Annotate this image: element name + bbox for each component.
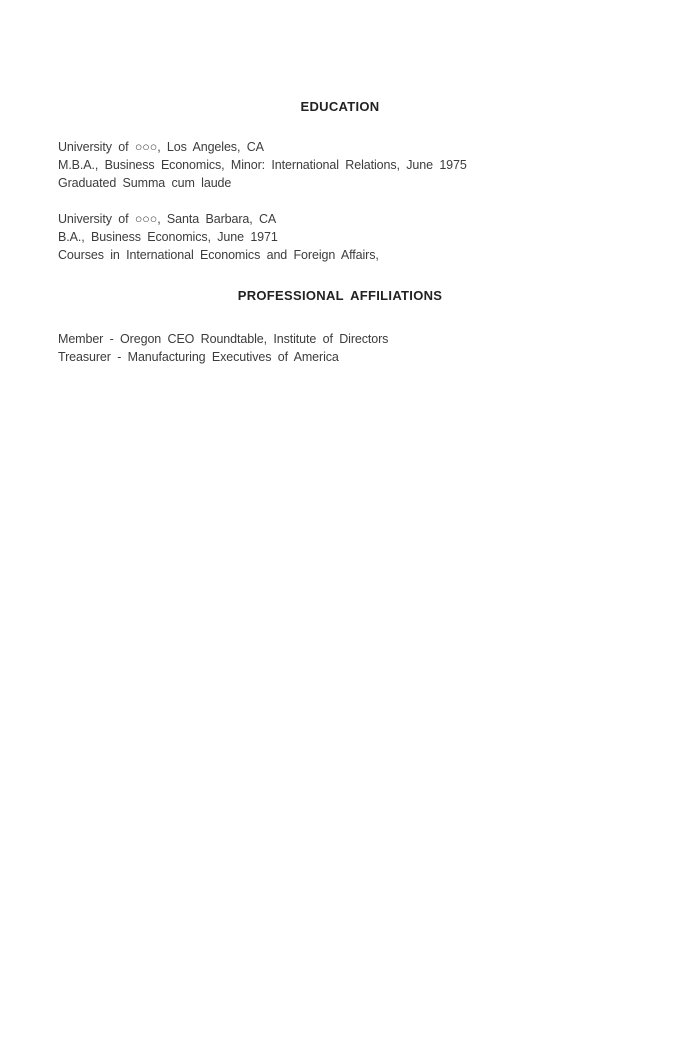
text-line-member: Member - Oregon CEO Roundtable, Institute of Directors <box>58 332 389 346</box>
text-line-mba: M.B.A., Business Economics, Minor: International Relations, June 1975 <box>58 158 467 172</box>
text-line-summa-cum-laude: Graduated Summa cum laude <box>58 176 232 190</box>
section-heading-education: EDUCATION <box>300 99 380 114</box>
text-line-university-la: University of ○○○, Los Angeles, CA <box>58 140 264 154</box>
affiliations-paragraph <box>58 330 622 366</box>
text-line-treasurer: Treasurer - Manufacturing Executives of America <box>58 350 339 364</box>
education-paragraph-1 <box>58 138 622 192</box>
document-page <box>0 100 680 1062</box>
text-line-courses: Courses in International Economics and Foreign Affairs, <box>58 248 379 262</box>
education-paragraph-2 <box>58 210 622 264</box>
section-heading-professional-affiliations: PROFESSIONAL AFFILIATIONS <box>237 288 443 303</box>
text-line-university-sb: University of ○○○, Santa Barbara, CA <box>58 212 277 226</box>
text-line-ba: B.A., Business Economics, June 1971 <box>58 230 278 244</box>
